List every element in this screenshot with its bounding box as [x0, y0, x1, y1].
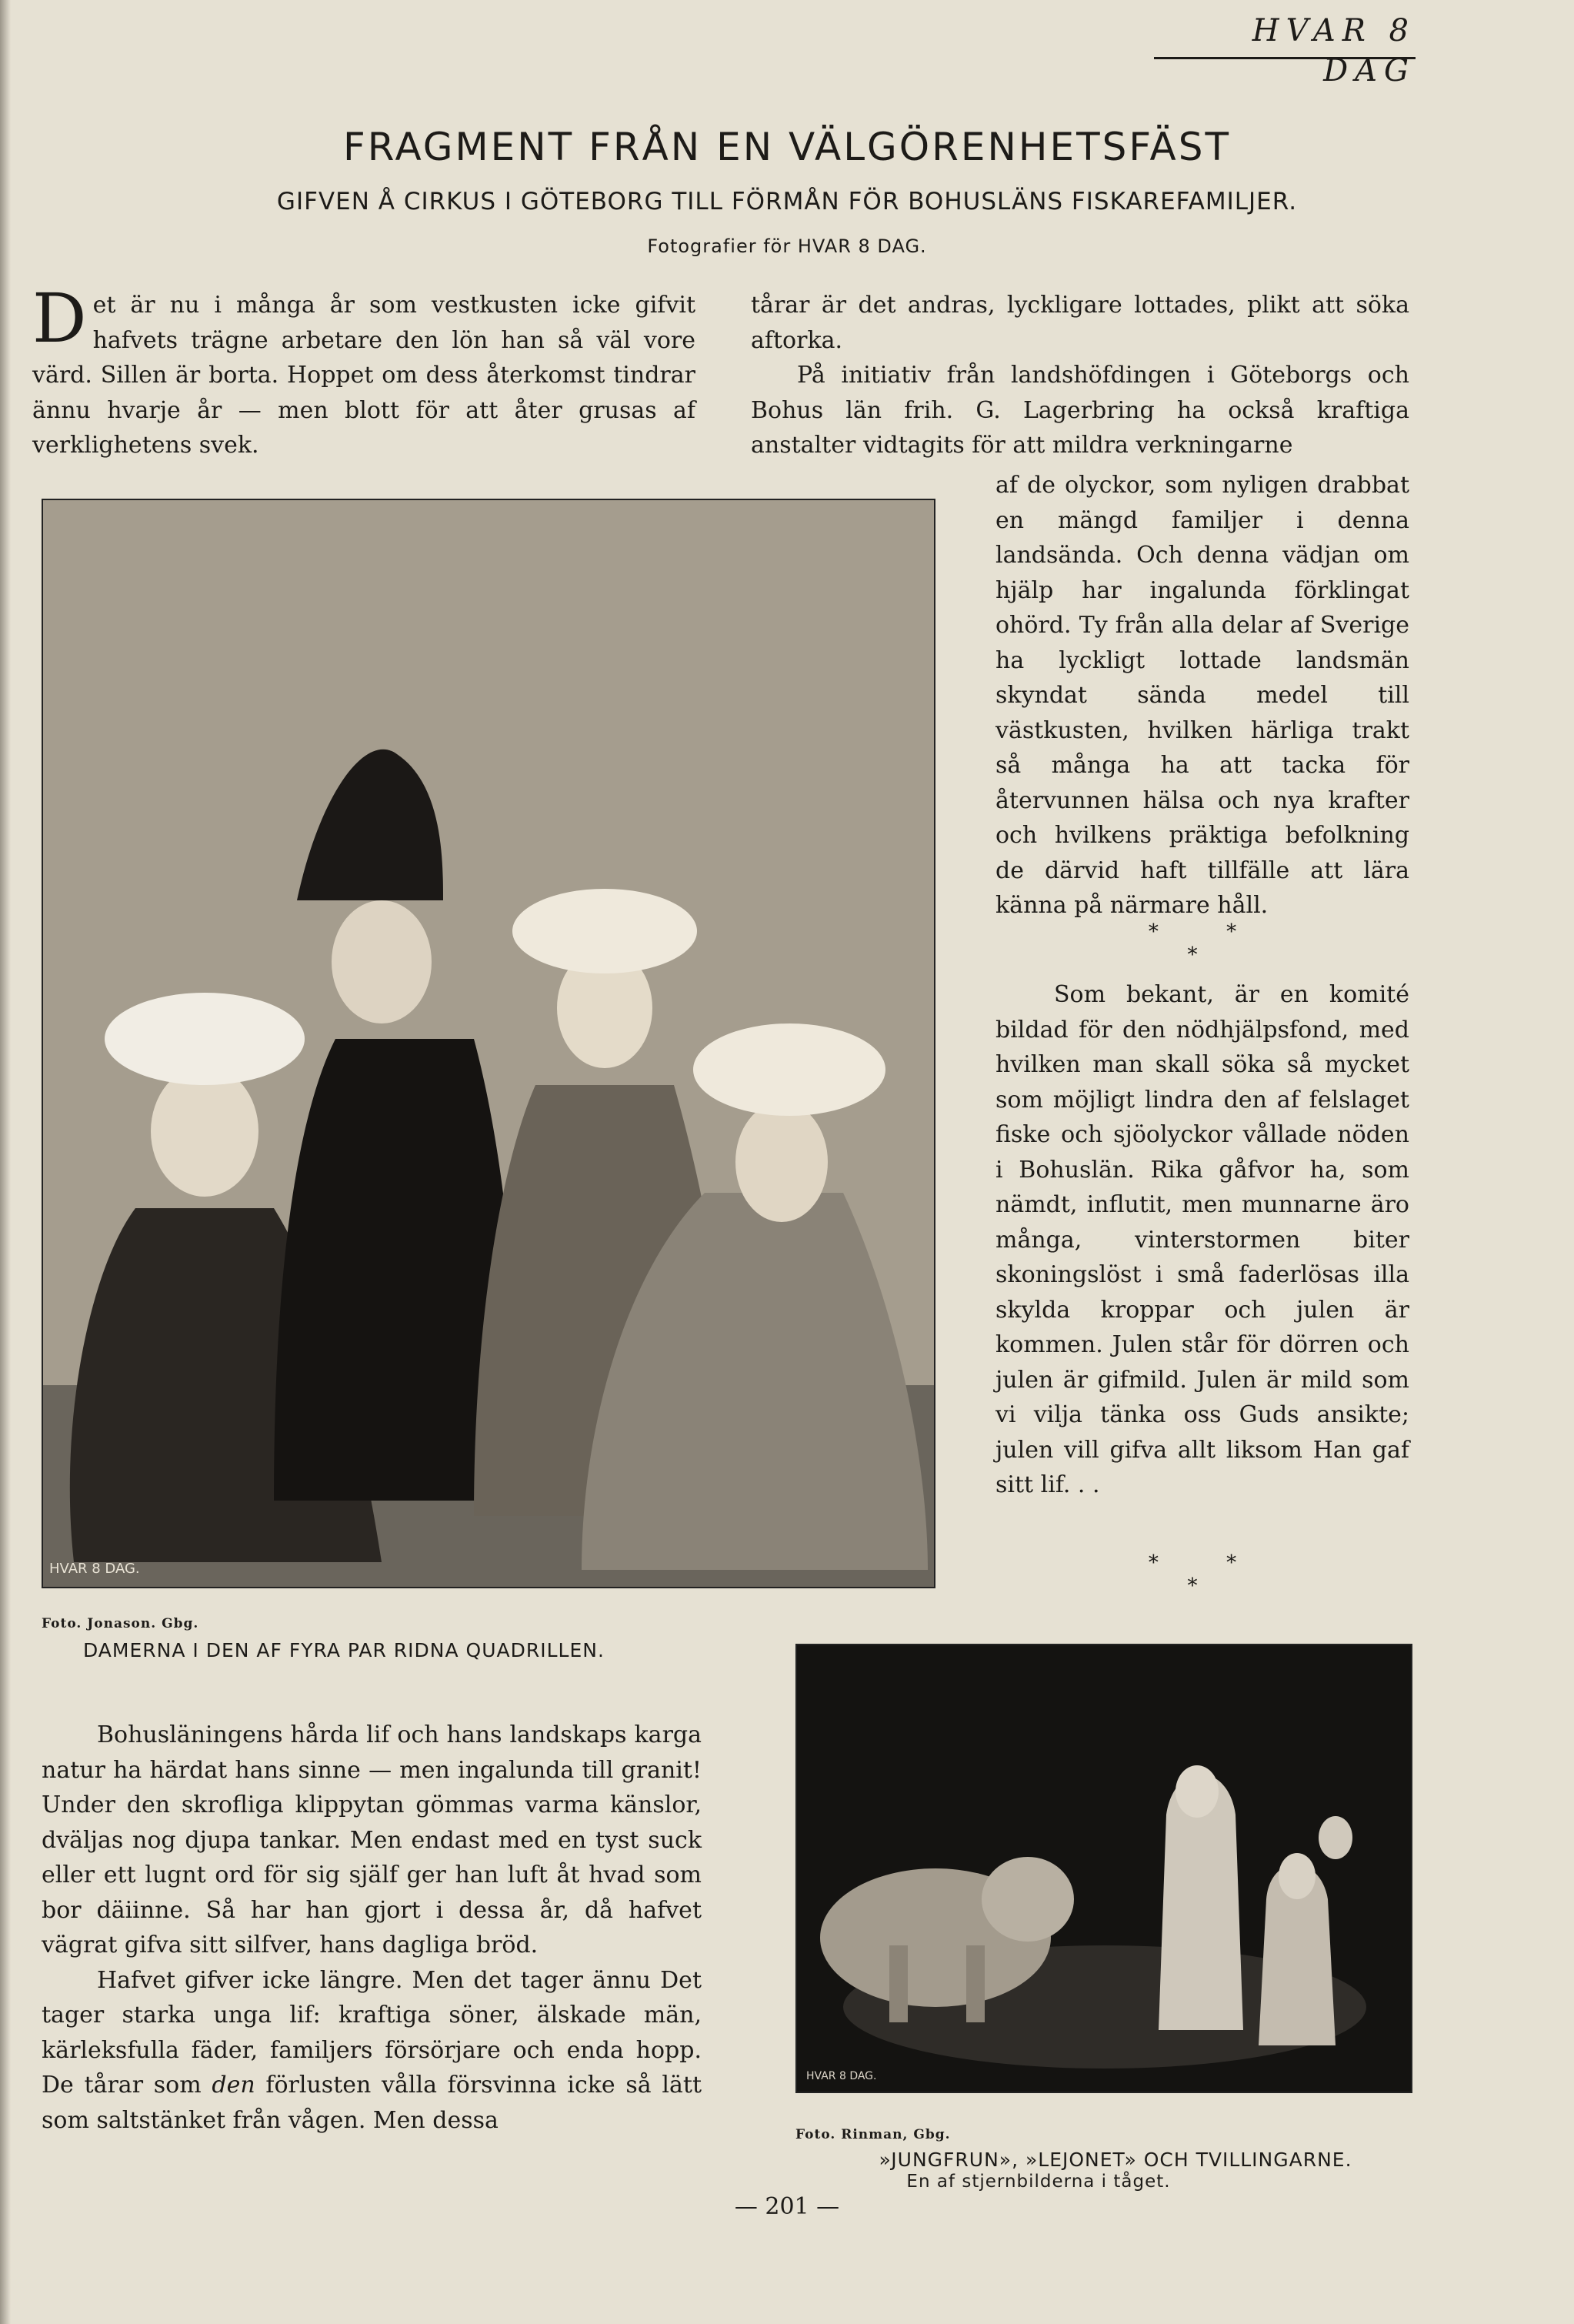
page-number: — 201 —	[734, 2193, 840, 2220]
paragraph: Bohusläningens hårda lif och hans landskaps karga natur ha härdat hans sinne — men ingalunda till granit! Under den skrofliga klippytan gömmas varma känslor, dväljas nog djupa tankar. Men endast med en tyst suck eller ett lugnt ord för sig själf ger han luft åt hvad som bor däiinne. Så har han gjort i dessa år, då hafvet vägrat gifva sitt silfver, hans dagliga bröd.	[42, 1721, 702, 1958]
paragraph: På initiativ från landshöfdingen i Göteborgs och Bohus län frih. G. Lagerbring ha också kraftiga anstalter vidtagits för att mildra verkningarne	[751, 362, 1409, 459]
photo-watermark: HVAR 8 DAG.	[49, 1561, 140, 1577]
photo1-caption: DAMERNA I DEN AF FYRA PAR RIDNA QUADRILLEN.	[83, 1639, 605, 1661]
intro-text: et är nu i många år som vestkusten icke gifvit hafvets trägne arbetare den lön han så väl vore värd. Sillen är borta. Hoppet om dess återkomst tindrar ännu hvarje år — men blott för att åter grusas af verklighetens svek.	[32, 292, 695, 459]
photo2-subcaption: En af stjernbilderna i tåget.	[906, 2172, 1171, 2192]
paragraph: tårar är det andras, lyckligare lottades, plikt att söka aftorka.	[751, 292, 1409, 354]
right-column-top	[751, 288, 1409, 463]
photo2-credit: Foto. Rinman, Gbg.	[795, 2127, 951, 2142]
intro-paragraph	[32, 279, 695, 463]
article-title: FRAGMENT FRÅN EN VÄLGÖRENHETSFÄST	[342, 125, 1232, 169]
quadrille-ladies-photo	[42, 499, 935, 1588]
paragraph: Hafvet gifver icke längre. Men det tager ännu Det tager starka unga lif: kraftiga söner, älskade män, kärleksfulla fäder, familjers försörjare och enda hopp. De tårar som den förlusten vålla försvinna icke så lätt som saltstänket från vågen. Men dessa	[42, 1966, 702, 2134]
article-subtitle: GIFVEN Å CIRKUS I GÖTEBORG TILL FÖRMÅN FÖR BOHUSLÄNS FISKAREFAMILJER.	[276, 188, 1298, 215]
drop-cap: D	[32, 279, 87, 358]
photo-watermark: HVAR 8 DAG.	[806, 2070, 877, 2082]
right-column-mid	[995, 468, 1409, 923]
section-separator-stars: * * *	[1148, 1551, 1268, 1598]
photo-illustration	[43, 500, 934, 1587]
section-separator-stars: * * *	[1148, 920, 1268, 967]
running-header: HVAR 8 DAG	[1154, 11, 1416, 59]
right-column-lower	[995, 977, 1409, 1503]
photo-credit-line: Fotografier för HVAR 8 DAG.	[647, 235, 927, 257]
paragraph: Som bekant, är en komité bildad för den nödhjälpsfond, med hvilken man skall söka så mycket som möjligt lindra den af felslaget fiske och sjöolyckor vållade nöden i Bohuslän. Rika gåfvor ha, som nämdt, influtit, men munnarne äro många, vinterstormen biter skoningslöst i små faderlösas illa skylda kroppar och julen är kommen. Julen står för dörren och julen är gifmild. Julen är mild som vi vilja tänka oss Guds ansikte; julen vill gifva allt liksom Han gaf sitt lif. . .	[995, 981, 1409, 1498]
left-column-bottom	[42, 1718, 702, 2138]
photo2-caption: »JUNGFRUN», »LEJONET» OCH TVILLINGARNE.	[879, 2149, 1352, 2171]
page-binding-shadow	[0, 0, 11, 2324]
photo-illustration	[797, 1645, 1411, 2092]
photo1-credit: Foto. Jonason. Gbg.	[42, 1616, 199, 1631]
star-constellation-photo	[795, 1644, 1412, 2093]
paragraph: af de olyckor, som nyligen drabbat en mängd familjer i denna landsända. Och denna vädjan om hjälp har ingalunda förklingat ohörd. Ty från alla delar af Sverige ha lyckligt lottade landsmän skyndat sända medel till västkusten, hvilken härliga trakt så många ha att tacka för återvunnen hälsa och nya krafter och hvilkens präktiga befolkning de därvid haft tillfälle att lära känna på närmare håll.	[995, 472, 1409, 919]
